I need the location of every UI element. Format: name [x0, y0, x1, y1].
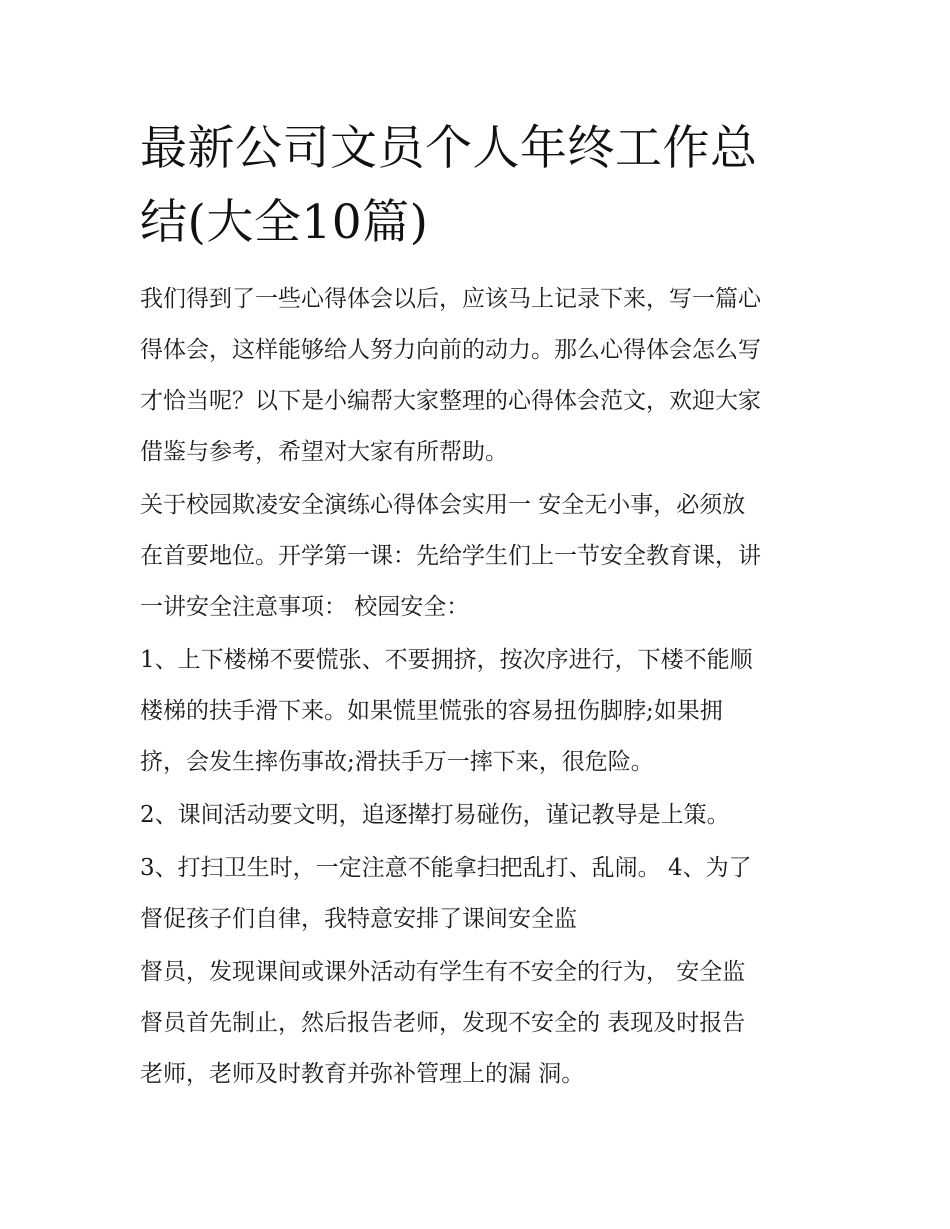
text-line: 督员首先制止，然后报告老师，发现不安全的 表现及时报告 [140, 1010, 746, 1036]
text-line: 楼梯的扶手滑下来。如果慌里慌张的容易扭伤脚脖;如果拥 [140, 698, 723, 724]
text-line: 借鉴与参考，希望对大家有所帮助。 [140, 439, 508, 465]
list-item-3 [140, 843, 820, 945]
text-line: 关于校园欺凌安全演练心得体会实用一 安全无小事，必须放 [140, 492, 746, 518]
text-line: 我们得到了一些心得体会以后，应该马上记录下来，写一篇心 [140, 286, 761, 312]
text-line: 老师，老师及时教育并弥补管理上的漏 洞。 [140, 1061, 585, 1087]
section-paragraph [140, 480, 820, 633]
text-line: 督员，发现课间或课外活动有学生有不安全的行为， 安全监 [140, 959, 746, 985]
text-line: 才恰当呢？以下是小编帮大家整理的心得体会范文，欢迎大家 [140, 388, 761, 414]
list-item-1 [140, 635, 820, 788]
document-title [140, 112, 820, 260]
monitor-paragraph [140, 947, 820, 1100]
text-line: 督促孩子们自律，我特意安排了课间安全监 [140, 906, 577, 932]
text-line: 得体会，这样能够给人努力向前的动力。那么心得体会怎么写 [140, 337, 761, 363]
text-line: 3、打扫卫生时，一定注意不能拿扫把乱打、乱闹。 4、为了 [140, 855, 752, 881]
text-line: 在首要地位。开学第一课：先给学生们上一节安全教育课，讲 [140, 543, 761, 569]
text-line: 挤，会发生摔伤事故;滑扶手万一摔下来，很危险。 [140, 749, 654, 775]
text-line: 2、课间活动要文明，追逐撵打易碰伤，谨记教导是上策。 [140, 802, 730, 828]
intro-paragraph [140, 274, 820, 478]
text-line: 一讲安全注意事项： 校园安全： [140, 594, 470, 620]
title-line: 最新公司文员个人年终工作总 [140, 121, 758, 176]
text-line: 1、上下楼梯不要慌张、不要拥挤，按次序进行，下楼不能顺 [140, 647, 753, 673]
title-line: 结(大全10篇) [140, 195, 429, 250]
list-item-2 [140, 790, 820, 841]
document-body [140, 112, 820, 1102]
